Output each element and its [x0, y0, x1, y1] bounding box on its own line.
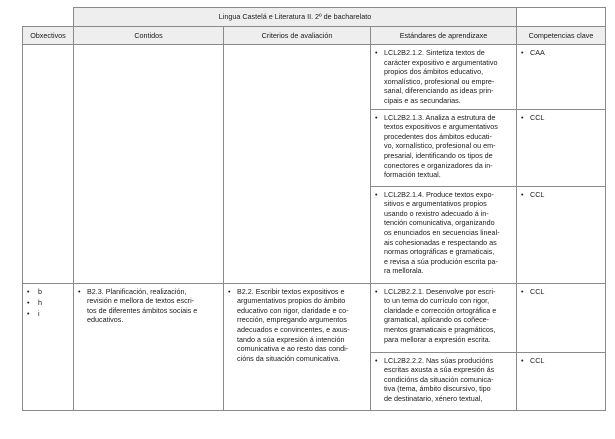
empty-corner-cell — [23, 8, 74, 27]
standard-text: LCL2B2.1.4. Produce textos expo- sitivos e argumentativos propios usando o rexistro adecuado á in- tención comunicativa, organizando os enunciados en secuencias lineal- ais cohesionadas e respectando as normas ortográficas e gramaticais, e revisa a súa produción escrita pa- ra mellorala. — [384, 189, 500, 276]
content-cell-empty — [74, 45, 224, 284]
list-item — [27, 309, 69, 320]
standard-text: LCL2B2.2.2. Nas súas producións escritas axusta a súa expresión ás condicións da situación comunica- tiva (tema, ámbito discursivo, tipo de destinatario, xénero textual, — [384, 355, 495, 403]
standard-text: LCL2B2.1.3. Analiza a estrutura de textos expositivos e argumentativos procedentes dos ámbitos educati- vo, xornalístico, profesional ou em- presarial, identificando os tipos de conectores e organizadores da in- formación textual. — [384, 112, 498, 180]
bullet: • — [521, 286, 524, 296]
bullet: • — [375, 189, 378, 199]
competence-text: CCL — [530, 286, 545, 296]
competence-cell — [517, 352, 606, 410]
bullet: • — [27, 297, 30, 307]
competence-cell — [517, 283, 606, 352]
header-row — [23, 27, 606, 45]
standard-cell — [371, 283, 517, 352]
header-competences: Competencias clave — [517, 27, 606, 45]
objectives-cell-empty — [23, 45, 74, 284]
bullet: • — [228, 286, 231, 296]
criterion-text: B2.2. Escribir textos expositivos e argumentativos propios do ámbito educativo con rigor, claridade e co- rrección, empregando argumentos adecuados e convincentes, e axus- tando a súa expresión á intención comunicativa e ao resto das condi- cións da situación comunicativa. — [237, 286, 350, 363]
bullet: • — [27, 308, 30, 318]
content-text: B2.3. Planificación, realización, revisión e mellora de textos escri- tos de diferentes ámbitos sociais e educativos. — [87, 286, 198, 325]
table-row — [23, 45, 606, 110]
bullet: • — [521, 355, 524, 365]
curriculum-table — [22, 7, 606, 411]
table-title-row — [23, 8, 606, 27]
objectives-cell — [23, 283, 74, 410]
competence-text: CAA — [530, 48, 545, 57]
bullet: • — [521, 189, 524, 199]
bullet: • — [78, 286, 81, 296]
competence-text: CCL — [530, 355, 545, 365]
standard-text: LCL2B2.2.1. Desenvolve por escri- to un tema do currículo con rigor, claridade e corrección ortográfica e gramatical, aplicando os coñece- mentos gramaticais e pragmáticos, para mellorar a expresión escrita. — [384, 286, 497, 344]
table-title: Lingua Castelá e Literatura II. 2º de bacharelato — [74, 8, 517, 27]
objective-letter: i — [38, 308, 40, 318]
standard-text: LCL2B2.1.2. Sintetiza textos de carácter expositivo e argumentativo propios dos ámbitos educativo, xornalístico, profesional ou empre- sarial, diferenciando as ideas prin- cipais e as secundarias. — [384, 48, 498, 105]
content-cell — [74, 283, 224, 410]
list-item — [27, 298, 69, 309]
empty-title-cell — [517, 8, 606, 27]
competence-cell — [517, 186, 606, 283]
competence-cell — [517, 109, 606, 186]
header-criteria: Criterios de avaliación — [224, 27, 371, 45]
header-objectives: Obxectivos — [23, 27, 74, 45]
objective-letter: b — [38, 286, 42, 296]
bullet: • — [521, 112, 524, 122]
header-standards: Estándares de aprendizaxe — [371, 27, 517, 45]
bullet: • — [375, 355, 378, 365]
competence-text: CCL — [530, 189, 545, 199]
criterion-cell — [224, 283, 371, 410]
competence-text: CCL — [530, 112, 545, 122]
header-contents: Contidos — [74, 27, 224, 45]
table-row — [23, 283, 606, 352]
standard-cell — [371, 186, 517, 283]
bullet: • — [375, 286, 378, 296]
bullet: • — [375, 48, 378, 57]
criterion-cell-empty — [224, 45, 371, 284]
bullet: • — [27, 286, 30, 296]
competence-cell — [517, 45, 606, 110]
standard-cell — [371, 352, 517, 410]
standard-cell — [371, 45, 517, 110]
objective-letter: h — [38, 297, 42, 307]
bullet: • — [521, 48, 524, 57]
bullet: • — [375, 112, 378, 122]
list-item — [27, 287, 69, 298]
standard-cell — [371, 109, 517, 186]
